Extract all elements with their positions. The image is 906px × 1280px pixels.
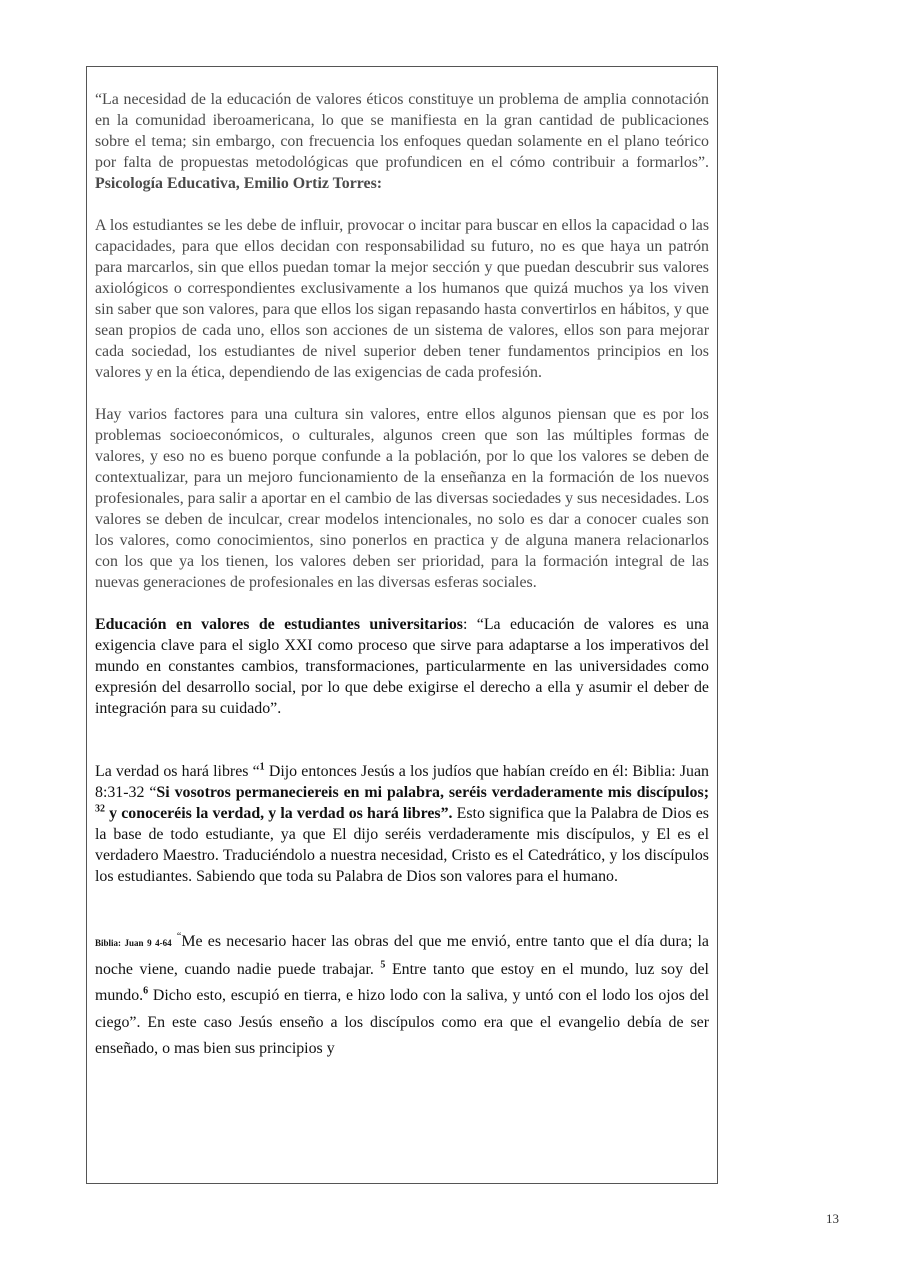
text-frame: [86, 66, 718, 1184]
paragraph-educacion-valores: [95, 614, 709, 719]
verdad-text: Dijo entonces Jesús a los judíos que habían creído en él: Biblia: Juan 8:31-32 “: [95, 763, 709, 801]
paragraph-quote-ortiz: [95, 89, 709, 194]
section-heading: Educación en valores de estudiantes universitarios: [95, 616, 463, 633]
verse-number: 1: [259, 761, 265, 773]
juan-text: Dicho esto, escupió en tierra, e hizo lodo con la saliva, y untó con el lodo los ojos del ciego”. En este caso Jesús enseño a los discípulos como era que el evangelio debía de ser enseñado, o mas bien sus principios y: [95, 987, 709, 1057]
spacer: [95, 887, 709, 929]
spacer: [95, 593, 709, 614]
page-number: 13: [826, 1211, 839, 1226]
verse-number: 32: [95, 803, 105, 815]
verse-number: 6: [143, 985, 149, 997]
verse-quote: Si vosotros permaneciereis en mi palabra, seréis verdaderamente mis discípulos;: [156, 784, 709, 801]
quote-text: “La necesidad de la educación de valores éticos constituye un problema de amplia connotación en la comunidad iberoamericana, lo que se manifiesta en la gran cantidad de publicaciones sobre el tema; sin embargo, con frecuencia los enfoques quedan solamente en el plano teórico por falta de propuestas metodológicas que profundicen en el cómo contribuir a formarlos”.: [95, 91, 709, 171]
frame-content: [95, 89, 709, 1063]
quote-mark: “: [176, 931, 182, 943]
juan-text: Entre tanto que estoy en el mundo, luz soy del mundo.: [95, 960, 709, 1004]
spacer: [95, 383, 709, 404]
verdad-intro: La verdad os hará libres “: [95, 763, 260, 780]
spacer: [95, 719, 709, 761]
verse-quote: y conoceréis la verdad, y la verdad os hará libres”.: [105, 805, 453, 822]
quote-source: Psicología Educativa, Emilio Ortiz Torres:: [95, 175, 383, 192]
spacer: [95, 194, 709, 215]
juan-text: Me es necesario hacer las obras del que me envió, entre tanto que el día dura; la noche viene, cuando nadie puede trabajar.: [95, 933, 709, 978]
bible-reference: Biblia: Juan 9 4-64: [95, 938, 172, 948]
paragraph-estudiantes: A los estudiantes se les debe de influir, provocar o incitar para buscar en ellos la capacidad o las capacidades, para que ellos decidan con responsabilidad su futuro, no es que haya un patrón para marcarlos, sin que ellos puedan tomar la mejor sección y que puedan descubrir sus valores axiológicos o correspondientes exclusivamente a los humanos que quizá muchos ya los viven sin saber que son valores, para que ellos los sigan repasando hasta convertirlos en hábitos, y que sean propios de cada uno, ellos son acciones de un sistema de valores, ellos son para mejorar cada sociedad, los estudiantes de nivel superior deben tener fundamentos principios en los valores y en la ética, dependiendo de las exigencias de cada profesión.: [95, 217, 709, 381]
paragraph-factores: Hay varios factores para una cultura sin valores, entre ellos algunos piensan que es por los problemas socioeconómicos, o culturales, algunos creen que son las múltiples formas de valores, y eso no es bueno porque confunde a la población, por lo que los valores se deben de contextualizar, para un mejoro funcionamiento de la enseñanza en la formación de los nuevos profesionales, para salir a aportar en el cambio de las diversas sociedades y sus necesidades. Los valores se deben de inculcar, crear modelos intencionales, no solo es dar a conocer cuales son los valores, como conocimientos, sino ponerlos en practica y de alguna manera relacionarlos con los que ya los tienen, los valores deben ser prioridad, para la formación integral de las nuevas generaciones de profesionales en las diversas esferas sociales.: [95, 406, 709, 591]
verdad-text: Esto significa que la Palabra de Dios es la base de todo estudiante, ya que El dijo seréis verdaderamente mis discípulos, y El es el verdadero Maestro. Traduciéndolo a nuestra necesidad, Cristo es el Catedrático, y los discípulos los estudiantes. Sabiendo que toda su Palabra de Dios son valores para el humano.: [95, 805, 709, 885]
paragraph-verdad: [95, 761, 709, 887]
paragraph-juan-9: [95, 929, 709, 1063]
section-text: : “La educación de valores es una exigencia clave para el siglo XXI como proceso que sirve para adaptarse a los imperativos del mundo en constantes cambios, transformaciones, particularmente en las universidades como expresión del desarrollo social, por lo que debe exigirse el derecho a ella y asumir el deber de integración para su cuidado”.: [95, 616, 709, 717]
verse-number: 5: [380, 959, 386, 971]
